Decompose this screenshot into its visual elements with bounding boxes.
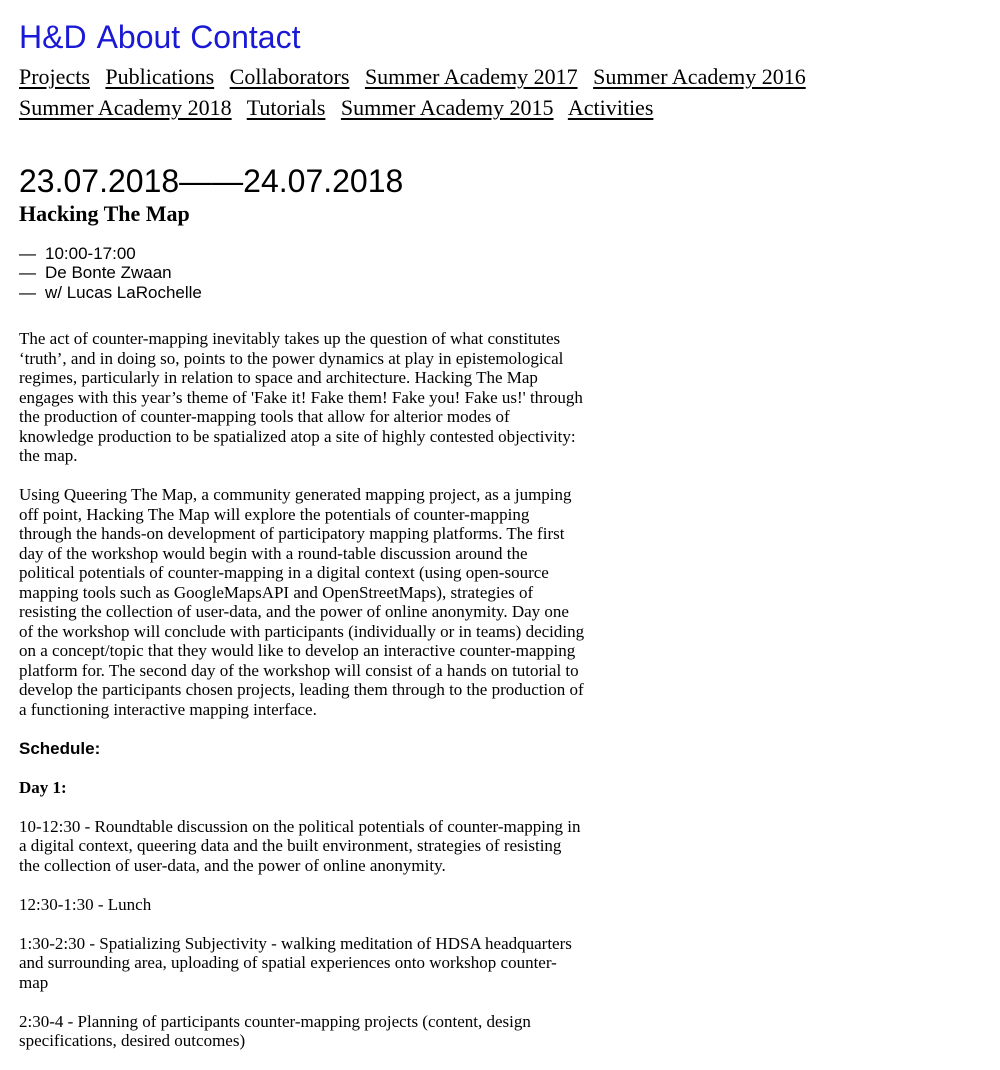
nav-contact-link[interactable]: Contact	[190, 19, 301, 55]
nav-about-link[interactable]: About	[96, 19, 181, 55]
nav-activities-link[interactable]: Activities	[567, 94, 654, 120]
schedule-item: 2:30-4 - Planning of participants counter-mapping projects (content, design specifications, desired outcomes)	[19, 1011, 531, 1050]
nav-tutorials-link[interactable]: Tutorials	[246, 94, 326, 120]
description-paragraph: The act of counter-mapping inevitably takes up the question of what constitutes ‘truth’, and in doing so, points to the power dynamics at play in epistemological regimes, particularly in relation to space and architecture. Hacking The Map engages with this year’s theme of 'Fake it! Fake them! Fake you! Fake us!' through the production of counter-mapping tools that allow for alterior modes of knowledge production to be spatialized atop a site of highly contested objectivity: the map.	[19, 329, 583, 465]
nav-summer-academy-2017-link[interactable]: Summer Academy 2017	[364, 64, 578, 89]
nav-home-link[interactable]: H&D	[19, 19, 87, 55]
day1-heading: Day 1:	[19, 777, 67, 797]
nav-projects-link[interactable]: Projects	[19, 64, 90, 89]
event-host	[19, 283, 202, 302]
nav-summer-academy-2018-link[interactable]: Summer Academy 2018	[19, 94, 232, 120]
event-location	[19, 263, 202, 282]
dash-marker: —	[19, 263, 36, 283]
schedule-item: 1:30-2:30 - Spatializing Subjectivity - walking meditation of HDSA headquarters and surrounding area, uploading of spatial experiences onto workshop counter-map	[19, 933, 572, 992]
nav-publications-link[interactable]: Publications	[105, 64, 215, 89]
nav-summer-academy-2015-link[interactable]: Summer Academy 2015	[340, 94, 554, 120]
event-time-value: 10:00-17:00	[45, 244, 136, 263]
schedule-item: 12:30-1:30 - Lunch	[19, 894, 152, 914]
event-description	[19, 329, 585, 1070]
event-meta-list	[19, 244, 202, 302]
event-location-value: De Bonte Zwaan	[45, 263, 172, 283]
event-title: Hacking The Map	[19, 201, 190, 226]
event-host-value: w/ Lucas LaRochelle	[45, 282, 202, 302]
nav-collaborators-link[interactable]: Collaborators	[229, 64, 350, 89]
event-date-range: 23.07.2018——24.07.2018	[19, 163, 404, 199]
section-navigation	[19, 62, 839, 123]
dash-marker: —	[19, 282, 36, 302]
nav-summer-academy-2016-link[interactable]: Summer Academy 2016	[593, 64, 806, 89]
description-paragraph: Using Queering The Map, a community generated mapping project, as a jumping off point, Hacking The Map will explore the potentials of counter-mapping through the hands-on development of participatory mapping platforms. The first day of the workshop would begin with a round-table discussion around the political potentials of counter-mapping in a digital context (using open-source mapping tools such as GoogleMapsAPI and OpenStreetMaps), strategies of resisting the collection of user-data, and the power of online anonymity. Day one of the workshop will conclude with participants (individually or in teams) deciding on a concept/topic that they would like to develop an interactive counter-mapping platform for. The second day of the workshop will consist of a hands on tutorial to develop the participants chosen projects, leading them through to the production of a functioning interactive mapping interface.	[19, 485, 585, 719]
dash-marker: —	[19, 244, 36, 263]
event-time	[19, 244, 202, 263]
top-navigation	[19, 17, 310, 57]
schedule-item: 10-12:30 - Roundtable discussion on the political potentials of counter-mapping in a digital context, queering data and the built environment, strategies of resisting the collection of user-data, and the power of online anonymity.	[19, 816, 581, 875]
schedule-heading: Schedule:	[19, 738, 101, 758]
